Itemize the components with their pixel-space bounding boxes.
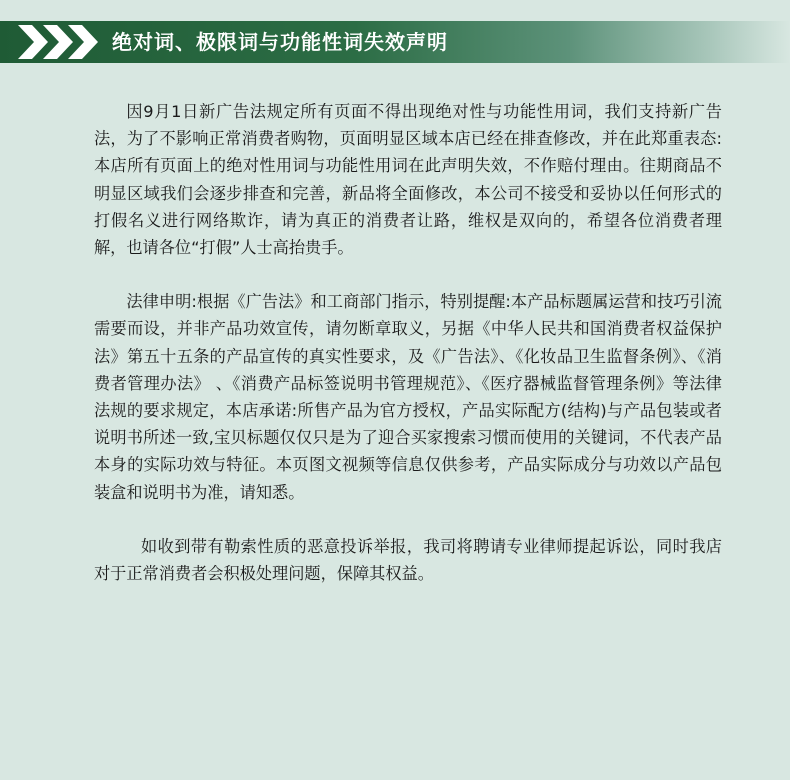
declaration-body bbox=[94, 98, 722, 587]
paragraph-ad-law-statement: 因9月1日新广告法规定所有页面不得出现绝对性与功能性用词，我们支持新广告法，为了不影响正常消费者购物，页面明显区域本店已经在排查修改，并在此郑重表态:本店所有页面上的绝对性用词与功能性用词在此声明失效，不作赔付理由。往期商品不明显区域我们会逐步排查和完善，新品将全面修改，本公司不接受和妥协以任何形式的打假名义进行网络欺诈，请为真正的消费者让路，维权是双向的，希望各位消费者理解，也请各位“打假”人士高抬贵手。 bbox=[94, 102, 722, 258]
paragraph-complaint-warning: 如收到带有勒索性质的恶意投诉举报，我司将聘请专业律师提起诉讼，同时我店对于正常消费者会积极处理问题，保障其权益。 bbox=[94, 536, 722, 584]
page-title: 绝对词、极限词与功能性词失效声明 bbox=[112, 30, 448, 54]
section-header-banner bbox=[0, 21, 790, 63]
paragraph-legal-notice: 法律申明:根据《广告法》和工商部门指示，特别提醒:本产品标题属运营和技巧引流需要而设，并非产品功效宣传，请勿断章取义，另据《中华人民共和国消费者权益保护法》第五十五条的产品宣传的真实性要求，及《广告法》、《化妆品卫生监督条例》、《消费者管理办法》 、《消费产品标签说明书管理规范》、《医疗器械监督管理条例》等法律法规的要求规定，本店承诺:所售产品为官方授权，产品实际配方(结构)与产品包装或者说明书所述一致,宝贝标题仅仅只是为了迎合买家搜索习惯而使用的关键词，不代表产品本身的实际功效与特征。本页图文视频等信息仅供参考，产品实际成分与功效以产品包装盒和说明书为准，请知悉。 bbox=[94, 292, 722, 502]
triple-chevron-icon bbox=[18, 21, 98, 63]
